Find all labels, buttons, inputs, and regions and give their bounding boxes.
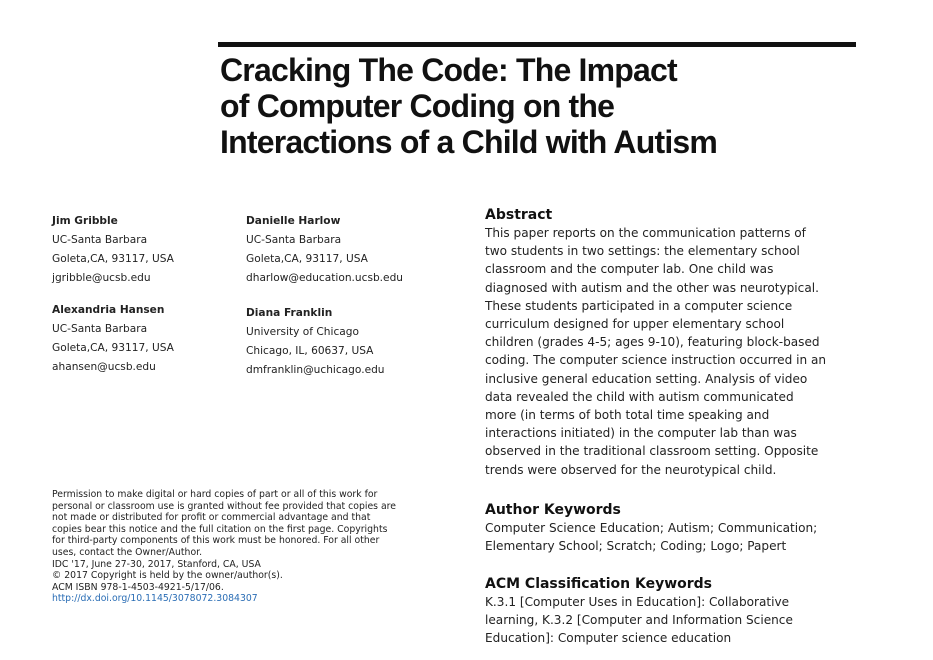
author-name: Alexandria Hansen	[52, 304, 165, 316]
permission-line: not made or distributed for profit or commercial advantage and that	[52, 512, 371, 524]
keywords-line: Elementary School; Scratch; Coding; Logo; Papert	[485, 539, 787, 554]
author-keywords-heading: Author Keywords	[485, 502, 621, 518]
author-address: Goleta,CA, 93117, USA	[52, 342, 174, 354]
permission-line: copies bear this notice and the full citation on the first page. Copyrights	[52, 523, 388, 535]
abstract-line: curriculum designed for upper elementary school	[485, 317, 785, 332]
abstract-line: trends were observed for the neurotypical child.	[485, 462, 777, 477]
acm-keywords-section	[485, 575, 925, 648]
author-affiliation: UC-Santa Barbara	[246, 234, 342, 246]
acm-keywords-body	[485, 593, 925, 648]
permission-notice	[52, 489, 462, 605]
abstract-line: interactions initiated) in the computer lab than was	[485, 426, 797, 441]
paper-title	[220, 52, 860, 160]
isbn-line: ACM ISBN 978-1-4503-4921-5/17/06.	[52, 581, 224, 593]
author-keywords-section	[485, 501, 925, 555]
abstract-line: classroom and the computer lab. One child was	[485, 262, 774, 277]
author-affiliation: University of Chicago	[246, 326, 359, 338]
abstract-line: two students in two settings: the elementary school	[485, 244, 800, 259]
author-block	[52, 301, 174, 377]
copyright-line: © 2017 Copyright is held by the owner/author(s).	[52, 570, 283, 582]
permission-line: for third-party components of this work must be honored. For all other	[52, 535, 380, 547]
author-email[interactable]: dmfranklin@uchicago.edu	[246, 364, 385, 376]
author-name: Danielle Harlow	[246, 215, 341, 227]
author-address: Goleta,CA, 93117, USA	[52, 253, 174, 265]
permission-line: uses, contact the Owner/Author.	[52, 546, 203, 558]
permission-line: personal or classroom use is granted without fee provided that copies are	[52, 500, 396, 512]
author-block	[246, 212, 403, 288]
keywords-line: Computer Science Education; Autism; Communication;	[485, 521, 818, 535]
abstract-line: more (in terms of both total time speaking and	[485, 408, 770, 423]
abstract-body	[485, 224, 925, 479]
title-line: Interactions of a Child with Autism	[220, 124, 718, 160]
conference-line: IDC '17, June 27-30, 2017, Stanford, CA, USA	[52, 558, 261, 570]
acm-keywords-heading: ACM Classification Keywords	[485, 576, 713, 592]
author-address: Goleta,CA, 93117, USA	[246, 253, 368, 265]
author-name: Jim Gribble	[52, 215, 118, 227]
acm-line: learning, K.3.2 [Computer and Information Science	[485, 613, 793, 628]
abstract-line: children (grades 4-5; ages 9-10), featuring block-based	[485, 335, 820, 350]
abstract-line: These students participated in a computer science	[485, 298, 793, 313]
author-address: Chicago, IL, 60637, USA	[246, 345, 374, 357]
abstract-line: This paper reports on the communication patterns of	[485, 226, 806, 240]
permission-line: Permission to make digital or hard copies of part or all of this work for	[52, 489, 378, 500]
title-line: Cracking The Code: The Impact	[220, 52, 677, 88]
author-affiliation: UC-Santa Barbara	[52, 323, 148, 335]
abstract-line: observed in the traditional classroom setting. Opposite	[485, 444, 819, 459]
acm-line: K.3.1 [Computer Uses in Education]: Collaborative	[485, 595, 790, 609]
title-rule	[218, 42, 856, 47]
author-email[interactable]: ahansen@ucsb.edu	[52, 361, 156, 373]
abstract-line: coding. The computer science instruction occurred in an	[485, 353, 827, 368]
author-keywords-body	[485, 519, 925, 555]
abstract-section	[485, 206, 925, 479]
abstract-line: data revealed the child with autism communicated	[485, 389, 794, 404]
author-block	[52, 212, 174, 288]
acm-line: Education]: Computer science education	[485, 631, 732, 646]
author-affiliation: UC-Santa Barbara	[52, 234, 148, 246]
title-line: of Computer Coding on the	[220, 88, 615, 124]
author-email[interactable]: jgribble@ucsb.edu	[52, 272, 151, 284]
author-name: Diana Franklin	[246, 307, 333, 319]
author-block	[246, 304, 385, 380]
abstract-line: diagnosed with autism and the other was neurotypical.	[485, 280, 819, 295]
abstract-heading: Abstract	[485, 207, 553, 223]
doi-link[interactable]: http://dx.doi.org/10.1145/3078072.3084307	[52, 593, 258, 605]
abstract-line: inclusive general education setting. Analysis of video	[485, 371, 808, 386]
author-email[interactable]: dharlow@education.ucsb.edu	[246, 272, 404, 284]
